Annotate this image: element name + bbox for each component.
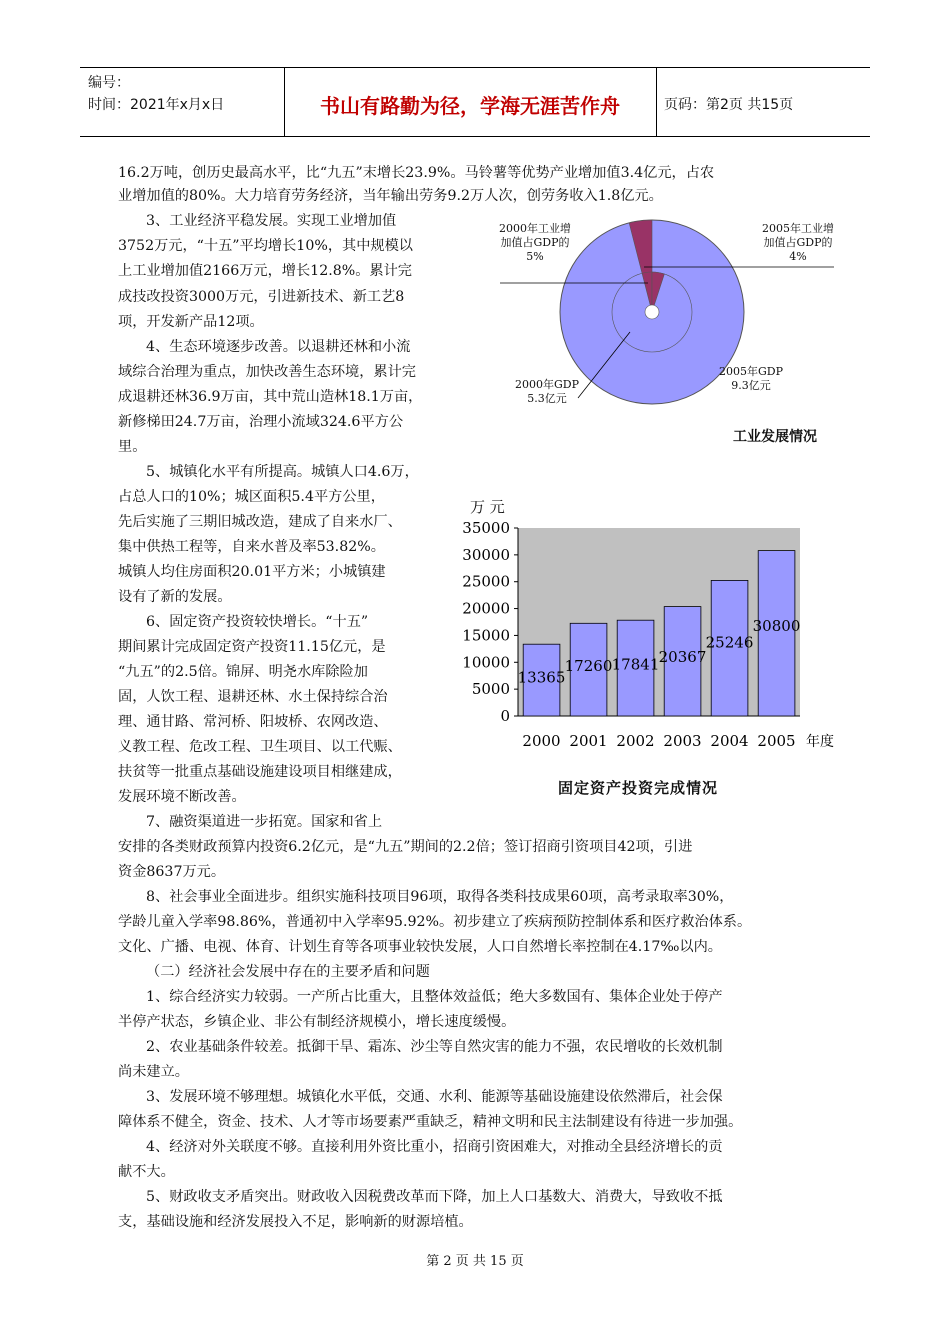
section-heading: （二）经济社会发展中存在的主要矛盾和问题 bbox=[146, 964, 430, 980]
pie-label-2005-gdp: 2005年GDP 9.3亿元 bbox=[718, 365, 783, 392]
body-line: 成技改投资3000万元，引进新技术、新工艺8 bbox=[118, 289, 405, 305]
page-header bbox=[80, 67, 870, 137]
body-line: 发展环境不断改善。 bbox=[118, 789, 246, 805]
body-line: 域综合治理为重点，加快改善生态环境，累计完 bbox=[118, 364, 416, 380]
body-line: 里。 bbox=[118, 439, 147, 455]
bar-chart-ylabel: 万 元 bbox=[470, 498, 505, 516]
body-line: 业增加值的80%。大力培育劳务经济，当年输出劳务9.2万人次，创劳务收入1.8亿元。 bbox=[118, 188, 663, 204]
body-line: 新修梯田24.7万亩，治理小流域324.6平方公 bbox=[118, 414, 404, 430]
y-tick-label: 25000 bbox=[462, 572, 510, 591]
pie-label-2005-share: 2005年工业增加值占GDP的4% bbox=[762, 222, 834, 263]
body-line: 3、工业经济平稳发展。实现工业增加值 bbox=[146, 213, 397, 229]
body-line: 学龄儿童入学率98.86%，普通初中入学率95.92%。初步建立了疾病预防控制体系和医疗救治体系。 bbox=[118, 914, 752, 930]
y-tick-label: 15000 bbox=[462, 626, 510, 645]
document-number-label: 编号： bbox=[88, 75, 130, 91]
body-line: 8、社会事业全面进步。组织实施科技项目96项，取得各类科技成果60项，高考录取率30%， bbox=[146, 889, 734, 905]
body-line: 期间累计完成固定资产投资11.15亿元，是 bbox=[118, 639, 386, 655]
bar-data-label: 20367 bbox=[658, 647, 707, 666]
body-line: 义教工程、危改工程、卫生项目、以工代赈、 bbox=[118, 739, 402, 755]
body-line: 项，开发新产品12项。 bbox=[118, 314, 264, 330]
body-line: 先后实施了三期旧城改造，建成了自来水厂、 bbox=[118, 514, 402, 530]
x-tick-label: 2002 bbox=[616, 732, 655, 750]
body-line: 3、发展环境不够理想。城镇化水平低，交通、水利、能源等基础设施建设依然滞后，社会保 bbox=[146, 1089, 723, 1105]
body-line: 尚未建立。 bbox=[118, 1064, 189, 1080]
x-tick-label: 2003 bbox=[663, 732, 702, 750]
body-line: 献不大。 bbox=[118, 1164, 175, 1180]
body-line: 安排的各类财政预算内投资6.2亿元，是“九五”期间的2.2倍；签订招商引资项目42项，引进 bbox=[118, 839, 693, 855]
body-line: 理、通甘路、常河桥、阳坡桥、农网改造、 bbox=[118, 714, 388, 730]
body-line: 支，基础设施和经济发展投入不足，影响新的财源培植。 bbox=[118, 1214, 473, 1230]
body-line: 障体系不健全，资金、技术、人才等市场要素严重缺乏，精神文明和民主法制建设有待进一步加强。 bbox=[118, 1114, 743, 1130]
header-motto-cell bbox=[284, 68, 657, 136]
pie-label-2000-share: 2000年工业增加值占GDP的5% bbox=[499, 222, 571, 263]
body-line: “九五”的2.5倍。锦屏、明尧水库除险加 bbox=[118, 664, 368, 680]
body-line: 城镇人均住房面积20.01平方米；小城镇建 bbox=[118, 564, 386, 580]
bar-data-label: 25246 bbox=[705, 633, 754, 652]
body-line: 5、财政收支矛盾突出。财政收入因税费改革而下降，加上人口基数大、消费大，导致收不抵 bbox=[146, 1189, 723, 1205]
y-tick-label: 35000 bbox=[462, 519, 510, 537]
pie-label-2000-gdp: 2000年GDP 5.3亿元 bbox=[514, 378, 579, 405]
bar-data-label: 30800 bbox=[752, 617, 801, 635]
body-line: 1、综合经济实力较弱。一产所占比重大，且整体效益低；绝大多数国有、集体企业处于停产 bbox=[146, 989, 723, 1005]
header-page-cell bbox=[656, 68, 870, 136]
y-tick-label: 20000 bbox=[462, 599, 510, 618]
page-footer: 第 2 页 共 15 页 bbox=[426, 1254, 524, 1269]
body-line: 4、生态环境逐步改善。以退耕还林和小流 bbox=[146, 339, 411, 355]
body-line: 3752万元，“十五”平均增长10%，其中规模以 bbox=[118, 238, 413, 254]
bar-data-label: 13365 bbox=[517, 668, 566, 687]
body-line: 5、城镇化水平有所提高。城镇人口4.6万， bbox=[146, 464, 419, 480]
body-line: 成退耕还林36.9万亩，其中荒山造林18.1万亩， bbox=[118, 389, 423, 405]
x-tick-label: 2005 bbox=[757, 732, 796, 750]
header-motto: 书山有路勤为径，学海无涯苦作舟 bbox=[320, 94, 620, 118]
body-line: 6、固定资产投资较快增长。“十五” bbox=[146, 614, 369, 630]
body-line: 占总人口的10%；城区面积5.4平方公里， bbox=[118, 489, 385, 505]
body-line: 文化、广播、电视、体育、计划生育等各项事业较快发展，人口自然增长率控制在4.17‰以内。 bbox=[118, 939, 722, 955]
body-line: 7、融资渠道进一步拓宽。国家和省上 bbox=[146, 814, 383, 830]
y-tick-label: 5000 bbox=[471, 680, 510, 699]
body-line: 扶贫等一批重点基础设施建设项目相继建成， bbox=[118, 764, 402, 780]
x-tick-label: 2000 bbox=[522, 732, 561, 750]
bar-data-label: 17841 bbox=[611, 655, 660, 674]
body-line: 半停产状态，乡镇企业、非公有制经济规模小，增长速度缓慢。 bbox=[118, 1014, 516, 1030]
pie-chart-title: 工业发展情况 bbox=[733, 429, 817, 445]
x-tick-label: 2004 bbox=[710, 732, 749, 750]
body-line: 集中供热工程等，自来水普及率53.82%。 bbox=[118, 539, 385, 555]
y-tick-label: 10000 bbox=[462, 653, 510, 672]
body-line: 资金8637万元。 bbox=[118, 864, 226, 880]
body-line: 4、经济对外关联度不够。直接利用外资比重小，招商引资困难大，对推动全县经济增长的贡 bbox=[146, 1139, 723, 1155]
y-tick-label: 0 bbox=[500, 707, 510, 725]
header-meta-cell bbox=[80, 68, 285, 136]
y-tick-label: 30000 bbox=[462, 545, 510, 564]
bar-data-label: 17260 bbox=[564, 657, 613, 675]
body-line: 16.2万吨，创历史最高水平，比“九五”末增长23.9%。马铃薯等优势产业增加值3.4亿元，占农 bbox=[118, 165, 715, 181]
body-line: 设有了新的发展。 bbox=[118, 589, 232, 605]
header-page-info: 页码：第2页 共15页 bbox=[664, 97, 794, 113]
x-tick-label: 2001 bbox=[569, 732, 608, 750]
pie-center-hole bbox=[645, 305, 659, 319]
bar-chart-xlabel: 年度 bbox=[806, 734, 834, 750]
body-line: 上工业增加值2166万元，增长12.8%。累计完 bbox=[118, 263, 412, 279]
body-line: 固，人饮工程、退耕还林、水土保持综合治 bbox=[118, 689, 388, 705]
body-line: 2、农业基础条件较差。抵御干旱、霜冻、沙尘等自然灾害的能力不强，农民增收的长效机制 bbox=[146, 1039, 723, 1055]
document-time-label: 时间：2021年x月x日 bbox=[88, 97, 225, 113]
bar-chart-title: 固定资产投资完成情况 bbox=[558, 779, 719, 797]
investment-bar-chart bbox=[446, 518, 846, 763]
